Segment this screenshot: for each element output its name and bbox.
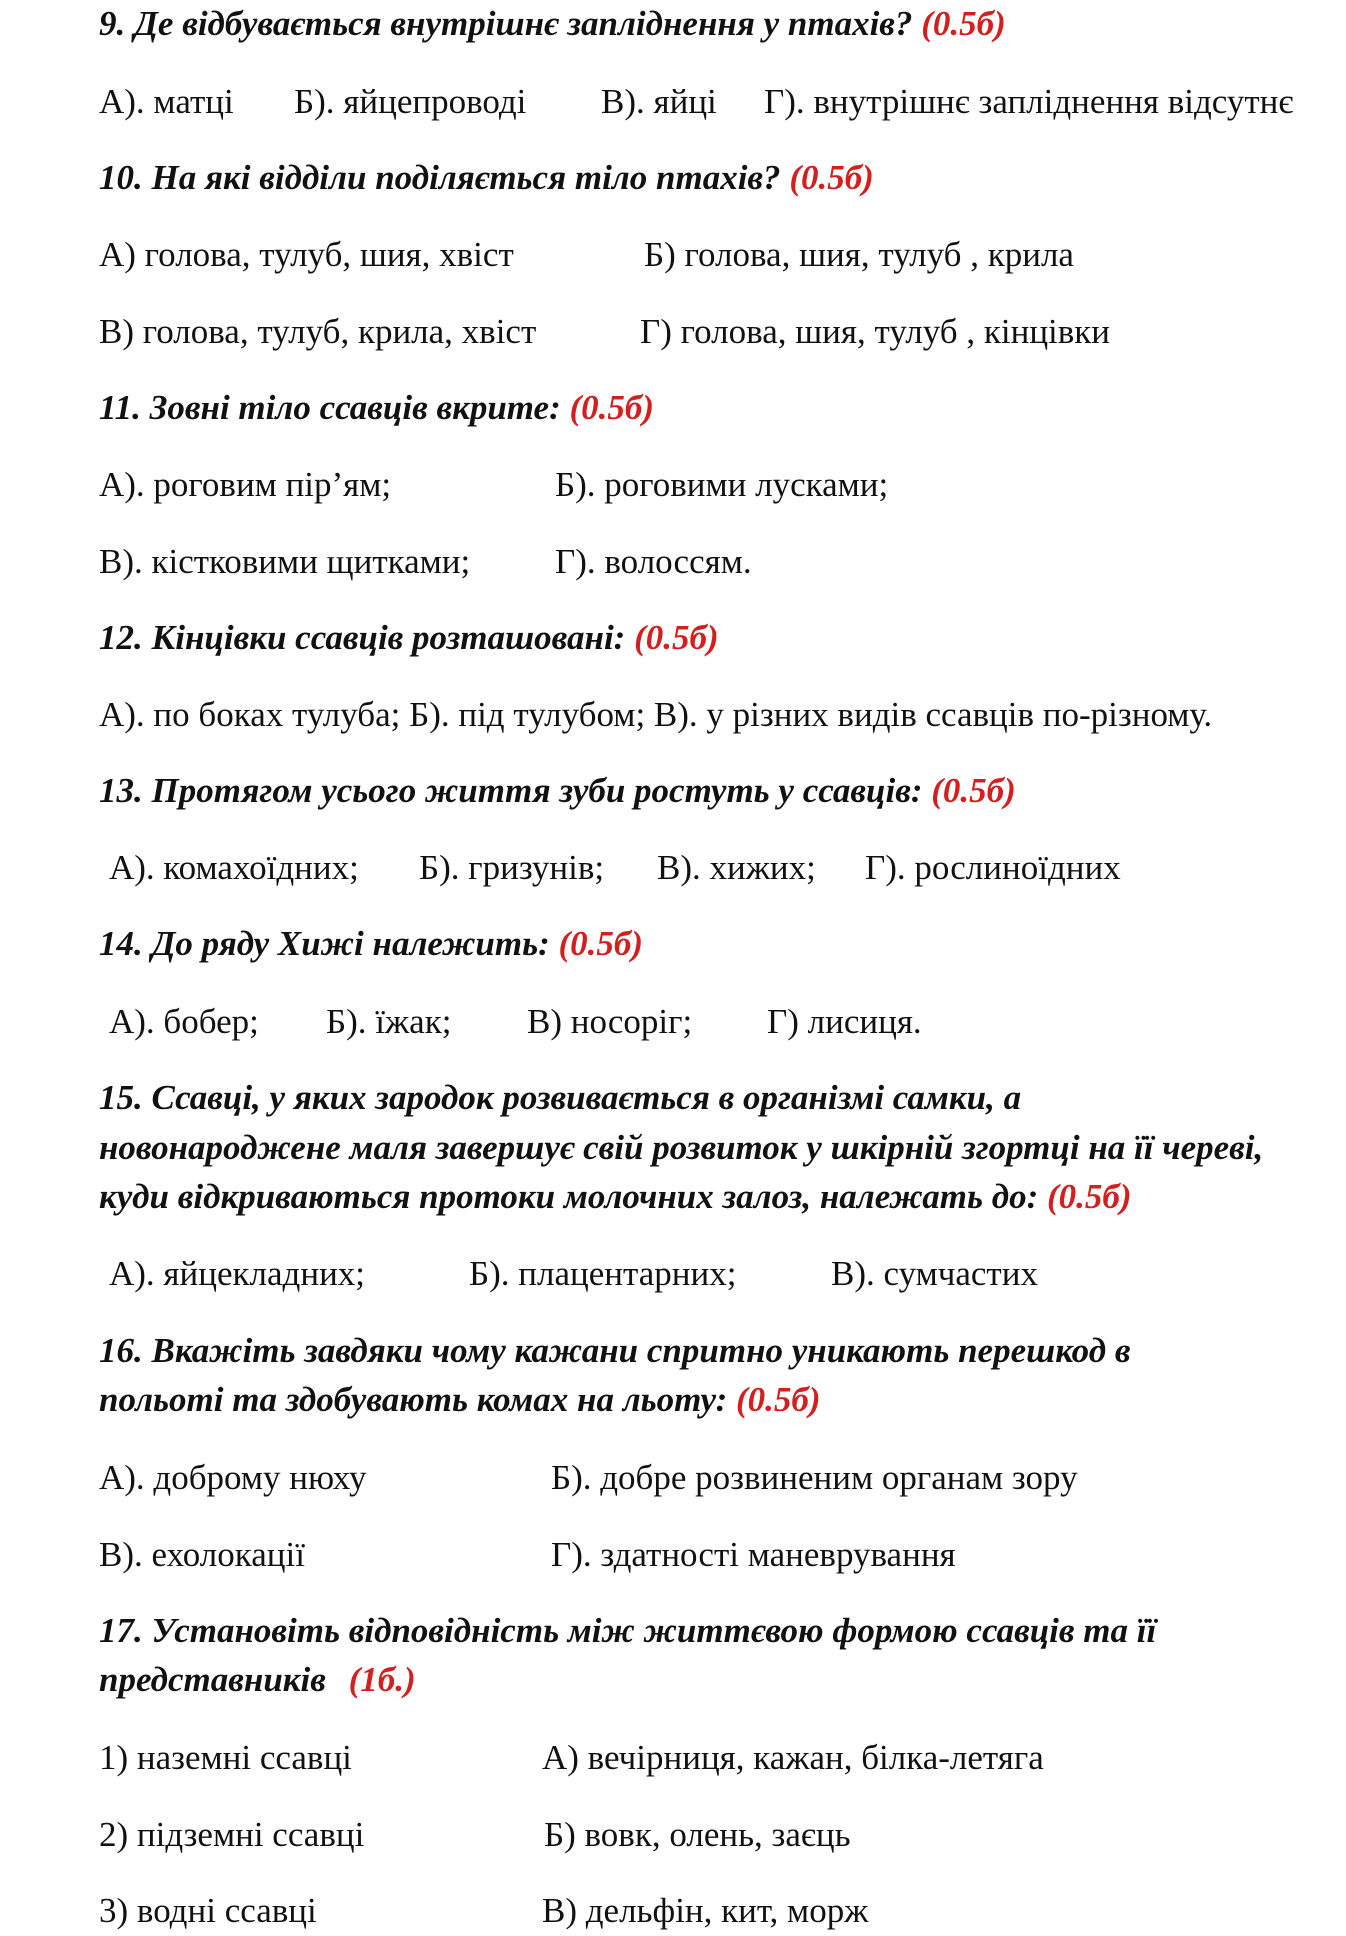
option-b: Б). добре розвиненим органам зору [551,1458,1078,1497]
option-d: Г) лисиця. [767,1002,922,1041]
option-b: Б). яйцепроводі [294,82,527,121]
option-d: Г). здатності маневрування [551,1535,956,1574]
option-c: В). хижих; [657,848,816,887]
option-a: А). яйцекладних; [109,1254,366,1293]
match-right-b: Б) вовк, олень, заєць [544,1815,851,1854]
question-16-text-line-1: 16. Вкажіть завдяки чому кажани спритно уникають перешкод в [99,1331,1131,1370]
option-a: А). бобер; [109,1002,259,1041]
question-11-text: 11. Зовні тіло ссавців вкрите: [99,388,561,427]
option-a: А). доброму нюху [99,1458,367,1497]
match-right-a: А) вечірниця, кажан, білка-летяга [542,1738,1044,1777]
match-right-c: В) дельфін, кит, морж [542,1891,869,1930]
option-c: В) голова, тулуб, крила, хвіст [99,312,537,351]
question-15-text-line-3: куди відкриваються протоки молочних залоз, належать до: [99,1177,1039,1216]
match-left-2: 2) підземні ссавці [99,1815,365,1854]
question-13-text: 13. Протягом усього життя зуби ростуть у ссавців: [99,771,923,810]
question-11-points: (0.5б) [569,388,655,427]
option-b: Б). роговими лусками; [555,465,889,504]
option-d: Г) голова, шия, тулуб , кінцівки [640,312,1111,351]
option-c: В) носоріг; [527,1002,693,1041]
question-15-text-line-2: новонароджене маля завершує свій розвиток у шкірній згортці на її череві, [99,1128,1264,1167]
question-15-line-1 [99,1078,1021,1118]
question-11 [99,388,654,428]
question-12-text: 12. Кінцівки ссавців розташовані: [99,618,626,657]
option-b: Б). гризунів; [419,848,605,887]
question-14-points: (0.5б) [558,924,644,963]
question-14 [99,924,643,964]
question-13 [99,771,1016,811]
question-14-text: 14. До ряду Хижі належить: [99,924,550,963]
option-b: Б). їжак; [326,1002,452,1041]
question-12 [99,618,719,658]
option-c: В). кістковими щитками; [99,542,471,581]
question-10-points: (0.5б) [789,158,874,197]
match-left-1: 1) наземні ссавці [99,1738,352,1777]
question-15-points: (0.5б) [1047,1177,1132,1216]
question-16-text-line-2: польоті та здобувають комах на льоту: [99,1380,728,1419]
question-17-text-line-1: 17. Установіть відповідність між життєвою формою ссавців та її [99,1611,1157,1650]
option-a: А) голова, тулуб, шия, хвіст [99,235,514,274]
question-16-line-1 [99,1331,1130,1371]
question-9 [99,4,1006,44]
question-17-line-2 [99,1660,416,1700]
option-b: Б). плацентарних; [469,1254,737,1293]
question-10 [99,158,874,198]
question-13-points: (0.5б) [931,771,1016,810]
question-15-line-2 [99,1128,1263,1168]
option-c: В). сумчастих [831,1254,1038,1293]
option-a: А). роговим пір’ям; [99,465,392,504]
option-a: А). комахоїдних; [109,848,359,887]
question-17-text-line-2: представників [99,1660,326,1699]
question-9-text: 9. Де відбувається внутрішнє запліднення у птахів? [99,4,913,43]
option-d: Г). волоссям. [555,542,752,581]
option-c: В). ехолокації [99,1535,305,1574]
question-17-line-1 [99,1611,1156,1651]
option-abc: А). по боках тулуба; Б). під тулубом; В). у різних видів ссавців по-різному. [99,695,1213,734]
question-10-text: 10. На які відділи поділяється тіло птахів? [99,158,781,197]
option-d: Г). рослиноїдних [865,848,1121,887]
question-12-points: (0.5б) [634,618,719,657]
question-15-text-line-1: 15. Ссавці, у яких зародок розвивається в організмі самки, а [99,1078,1022,1117]
match-left-3: 3) водні ссавці [99,1891,317,1930]
question-9-points: (0.5б) [921,4,1006,43]
option-d: Г). внутрішнє запліднення відсутнє [764,82,1294,121]
question-15-line-3 [99,1177,1132,1217]
option-b: Б) голова, шия, тулуб , крила [644,235,1074,274]
option-a: А). матці [99,82,234,121]
option-c: В). яйці [601,82,717,121]
question-16-points: (0.5б) [736,1380,821,1419]
question-17-points: (1б.) [348,1660,416,1699]
question-16-line-2 [99,1380,821,1420]
